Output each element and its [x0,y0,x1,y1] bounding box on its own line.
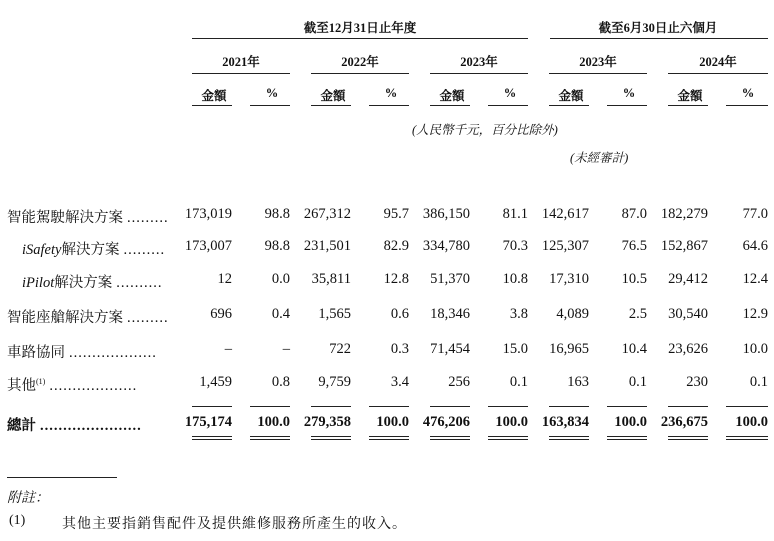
pct-cell: 100.0 [614,414,647,430]
pct-cell: 70.3 [502,238,528,254]
total-rule-double [668,439,708,440]
col-header-rule [668,105,708,106]
total-rule-double [311,436,351,437]
row-label [22,271,162,292]
row-label-text: 車路協同 [7,345,65,361]
amount-cell: 163,834 [541,414,589,430]
amount-cell: 152,867 [660,238,708,254]
row-label [7,341,157,362]
pct-cell: 15.0 [502,341,528,357]
amount-cell: 125,307 [541,238,589,254]
amount-cell: 256 [448,374,470,390]
total-rule-double [607,439,647,440]
total-rule-top [430,406,470,407]
pct-cell: 0.1 [509,374,528,390]
pct-cell: 12.8 [383,271,409,287]
amount-cell: 182,279 [660,206,708,222]
year-2023: 2023年 [460,55,498,69]
amount-cell: – [224,341,232,357]
pct-cell: 0.4 [271,306,290,322]
year-rule [311,73,409,74]
total-rule-top [488,406,528,407]
row-label [22,238,165,259]
amount-cell: 231,501 [303,238,351,254]
row-label-text: 其他 [7,378,36,394]
col-header-rule [250,105,290,106]
pct-cell: 100.0 [376,414,409,430]
total-rule-top [668,406,708,407]
col-pct-header: % [503,86,517,100]
pct-cell: 76.5 [621,238,647,254]
total-rule-double [369,436,409,437]
row-label-text: 解決方案 [54,275,113,291]
row-label [7,414,142,435]
year-2022: 2022年 [341,55,379,69]
total-rule-top [549,406,589,407]
amount-cell: 163 [567,374,589,390]
amount-cell: 279,358 [303,414,351,430]
col-amount-header: 金額 [677,89,703,103]
total-rule-top [192,406,232,407]
amount-cell: 30,540 [668,306,708,322]
year-rule [549,73,647,74]
pct-cell: 0.1 [628,374,647,390]
pct-cell: 100.0 [735,414,768,430]
amount-cell: 236,675 [660,414,708,430]
pct-cell: 3.4 [390,374,409,390]
pct-cell: 0.6 [390,306,409,322]
total-rule-double [430,436,470,437]
row-label [7,206,169,227]
row-label-text: 智能座艙解決方案 [7,310,123,326]
pct-cell: 0.3 [390,341,409,357]
amount-cell: 9,759 [318,374,351,390]
total-rule-double [549,436,589,437]
amount-cell: 267,312 [303,206,351,222]
total-rule-top [311,406,351,407]
footnote-rule [7,477,117,478]
period-half-rule [550,38,768,39]
col-pct-header: % [384,86,398,100]
total-rule-double [668,436,708,437]
total-rule-double [192,436,232,437]
amount-cell: 230 [686,374,708,390]
unit-note: (人民幣千元，百分比除外) [412,123,558,137]
amount-cell: 722 [329,341,351,357]
footnote-heading: 附註： [7,491,49,506]
total-rule-double [488,439,528,440]
total-rule-double [250,436,290,437]
col-pct-header: % [265,86,279,100]
total-rule-double [488,436,528,437]
pct-cell: 0.8 [271,374,290,390]
pct-cell: 12.9 [742,306,768,322]
pct-cell: – [282,341,290,357]
amount-cell: 142,617 [541,206,589,222]
amount-cell: 175,174 [184,414,232,430]
pct-cell: 87.0 [621,206,647,222]
amount-cell: 35,811 [311,271,351,287]
year-2021: 2021年 [222,55,260,69]
pct-cell: 100.0 [257,414,290,430]
pct-cell: 10.0 [742,341,768,357]
period-half-header: 截至6月30日止六個月 [598,21,718,35]
pct-cell: 98.8 [264,206,290,222]
footnote-number: (1) [9,513,26,528]
total-rule-top [250,406,290,407]
pct-cell: 95.7 [383,206,409,222]
pct-cell: 64.6 [742,238,768,254]
pct-cell: 82.9 [383,238,409,254]
year-2023-half: 2023年 [579,55,617,69]
total-rule-double [549,439,589,440]
pct-cell: 12.4 [742,271,768,287]
year-2024-half: 2024年 [699,55,737,69]
amount-cell: 476,206 [422,414,470,430]
col-header-rule [369,105,409,106]
total-rule-double [192,439,232,440]
total-rule-double [430,439,470,440]
period-annual-header: 截至12月31日止年度 [303,21,417,35]
amount-cell: 334,780 [422,238,470,254]
amount-cell: 696 [210,306,232,322]
total-rule-double [726,436,768,437]
total-rule-double [607,436,647,437]
total-rule-double [369,439,409,440]
row-label-italic: iSafety [22,242,62,258]
amount-cell: 18,346 [430,306,470,322]
amount-cell: 51,370 [430,271,470,287]
pct-cell: 0.1 [749,374,768,390]
pct-cell: 3.8 [509,306,528,322]
col-amount-header: 金額 [201,89,227,103]
row-label-text: 智能駕駛解決方案 [7,210,123,226]
row-label-italic: iPilot [22,275,55,291]
amount-cell: 1,565 [318,306,351,322]
leader-dots: ...................... [40,418,142,434]
amount-cell: 173,019 [184,206,232,222]
leader-dots: ................... [69,345,157,361]
amount-cell: 12 [217,271,232,287]
col-header-rule [726,105,768,106]
leader-dots: .......... [116,275,163,291]
leader-dots: ................... [49,378,138,394]
col-header-rule [311,105,351,106]
amount-cell: 173,007 [184,238,232,254]
pct-cell: 2.5 [628,306,647,322]
year-rule [430,73,528,74]
col-header-rule [430,105,470,106]
total-rule-double [250,439,290,440]
pct-cell: 81.1 [502,206,528,222]
amount-cell: 1,459 [199,374,232,390]
amount-cell: 17,310 [549,271,589,287]
col-header-rule [488,105,528,106]
amount-cell: 29,412 [668,271,708,287]
pct-cell: 98.8 [264,238,290,254]
amount-cell: 71,454 [430,341,470,357]
leader-dots: ......... [127,310,169,326]
footnote-text: 其他主要指銷售配件及提供維修服務所產生的收入。 [62,517,407,532]
total-rule-double [311,439,351,440]
footnote-ref: (1) [36,377,46,387]
row-label [7,374,137,395]
unaudited-note: (未經審計) [570,151,629,165]
pct-cell: 10.8 [502,271,528,287]
period-annual-rule [192,38,528,39]
col-pct-header: % [622,86,636,100]
amount-cell: 23,626 [668,341,708,357]
year-rule [668,73,768,74]
col-amount-header: 金額 [558,89,584,103]
row-label-text: 解決方案 [61,242,120,258]
leader-dots: ......... [127,210,169,226]
col-amount-header: 金額 [320,89,346,103]
col-header-rule [607,105,647,106]
total-rule-top [607,406,647,407]
amount-cell: 4,089 [556,306,589,322]
amount-cell: 16,965 [549,341,589,357]
col-header-rule [192,105,232,106]
pct-cell: 0.0 [271,271,290,287]
col-pct-header: % [741,86,755,100]
total-rule-double [726,439,768,440]
col-amount-header: 金額 [439,89,465,103]
row-label-text: 總計 [7,418,36,434]
year-rule [192,73,290,74]
pct-cell: 77.0 [742,206,768,222]
pct-cell: 10.5 [621,271,647,287]
total-rule-top [369,406,409,407]
leader-dots: ......... [123,242,166,258]
pct-cell: 10.4 [621,341,647,357]
row-label [7,306,169,327]
amount-cell: 386,150 [422,206,470,222]
pct-cell: 100.0 [495,414,528,430]
total-rule-top [726,406,768,407]
col-header-rule [549,105,589,106]
